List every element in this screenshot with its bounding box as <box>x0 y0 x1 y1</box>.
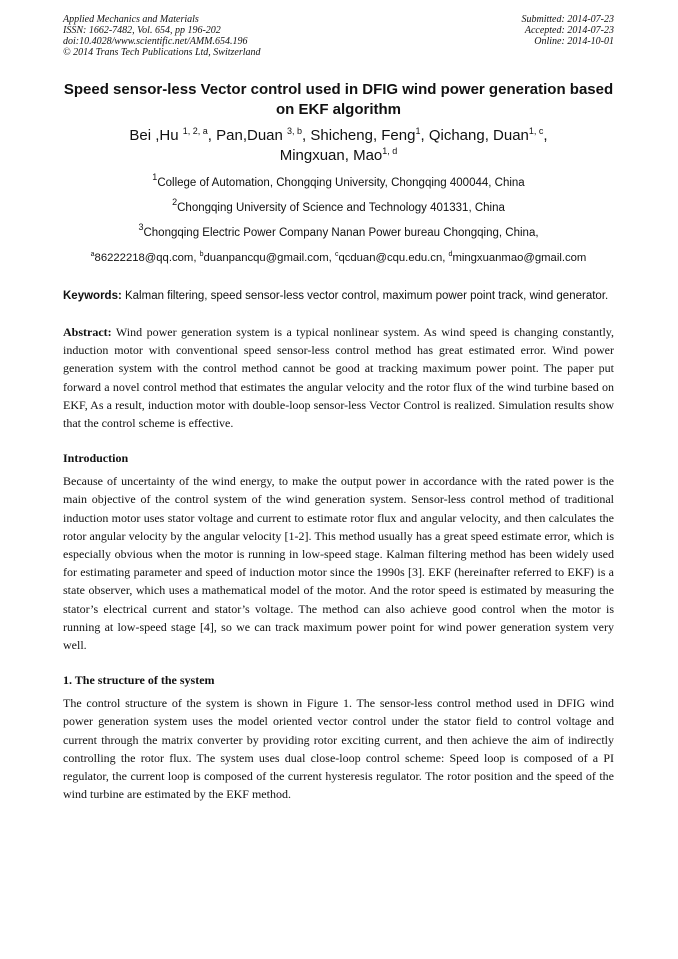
journal-info <box>63 14 261 58</box>
affiliation-superscript: 3 <box>138 222 144 232</box>
email-superscript: c <box>334 251 339 258</box>
author-superscript: 1 <box>415 126 421 136</box>
affiliation-1 <box>63 172 614 190</box>
email-superscript: a <box>90 251 95 258</box>
journal-header <box>63 14 614 58</box>
online-date: Online: 2014-10-01 <box>534 36 614 47</box>
publication-dates <box>522 14 615 58</box>
copyright-line: © 2014 Trans Tech Publications Ltd, Switzerland <box>63 47 261 58</box>
affiliation-3 <box>63 222 614 240</box>
author-separator: , <box>207 127 217 144</box>
author-superscript: 1, c <box>528 126 544 136</box>
affiliation-superscript: 2 <box>172 197 178 207</box>
submitted-date: Submitted: 2014-07-23 <box>521 14 614 25</box>
email-address: mingxuanmao@gmail.com <box>452 252 587 264</box>
email-address: duanpancqu@gmail.com, <box>203 252 335 264</box>
affiliation-text: College of Automation, Chongqing University, Chongqing 400044, China <box>157 177 525 189</box>
abstract-label: Abstract: <box>63 325 112 339</box>
section-heading-introduction: Introduction <box>63 451 129 466</box>
author-separator: , <box>420 127 429 144</box>
keywords <box>63 287 614 305</box>
author-separator: , <box>302 127 311 144</box>
doi-line: doi:10.4028/www.scientific.net/AMM.654.196 <box>63 36 248 47</box>
paper-title: Speed sensor-less Vector control used in DFIG wind power generation based on EKF algorithm <box>63 81 614 118</box>
affiliation-text: Chongqing University of Science and Technology 401331, China <box>177 202 505 214</box>
section-heading-structure: 1. The structure of the system <box>63 673 215 688</box>
abstract-text: Wind power generation system is a typical nonlinear system. As wind speed is changing constantly, induction motor with conventional speed sensor-less control method has great estimated error. Wind power generation system with the control method cannot be good at tracking maximum power point. The paper put forward a novel control method that estimates the angular velocity and the rotor flux of the wind turbine based on EKF, As a result, induction motor with double-loop sensor-less Vector Control is realized. Simulation results show that the control scheme is effective. <box>63 325 614 431</box>
author-name: Qichang, Duan <box>428 127 529 144</box>
section-body-introduction: Because of uncertainty of the wind energy, to make the output power in accordance with the rated power is the main objective of the control system of the wind generation system. Sensor-less control method of traditional induction motor uses stator voltage and current to estimate rotor flux and angular velocity, and then calculates the rotor angular velocity by the angular velocity [1-2]. This method usually has a great speed estimate error, which is especially obvious when the motor is running in low-speed stage. Kalman filtering method has been widely used for estimating parameter and speed of induction motor since the 1990s [3]. EKF (hereinafter referred to EKF) is a state observer, which uses a mathematical model of the motor. And the rotor speed is estimated by measuring the stator’s electrical current and stator’s voltage. The method can also achieve good control when the motor is running at low-speed stage [4], so we can track maximum power point for wind power generation system very well. <box>63 474 614 653</box>
issn-line: ISSN: 1662-7482, Vol. 654, pp 196-202 <box>63 25 221 36</box>
accepted-date: Accepted: 2014-07-23 <box>524 25 614 36</box>
author-name: Shicheng, Feng <box>310 127 416 144</box>
affiliation-2 <box>63 197 614 215</box>
email-superscript: b <box>199 251 204 258</box>
journal-name: Applied Mechanics and Materials <box>63 14 199 25</box>
section-body-structure: The control structure of the system is shown in Figure 1. The sensor-less control method used in DFIG wind power generation system uses the model oriented vector control under the stator field to control voltage and current through the matrix converter by providing rotor exciting current, and then achieve the aim of indirectly controlling the rotor flux. The system uses dual close-loop control scheme: Speed loop is composed of a PI regulator, the current loop is composed of the current hysteresis regulator. The rotor position and the speed of the wind turbine are estimated by the EKF method. <box>63 696 614 802</box>
author-name: Bei ,Hu <box>129 127 179 144</box>
email-superscript: d <box>448 251 453 258</box>
keywords-text: Kalman filtering, speed sensor-less vector control, maximum power point track, wind generator. <box>121 290 609 302</box>
author-superscript: 1, d <box>382 146 398 156</box>
keywords-label: Keywords: <box>63 290 122 302</box>
author-emails <box>63 251 614 265</box>
email-address: 86222218@qq.com, <box>94 252 200 264</box>
affiliation-text: Chongqing Electric Power Company Nanan Power bureau Chongqing, China, <box>143 227 539 239</box>
email-address: qcduan@cqu.edu.cn, <box>338 252 449 264</box>
author-superscript: 1, 2, a <box>182 126 208 136</box>
author-superscript: 3, b <box>287 126 303 136</box>
abstract <box>63 323 614 432</box>
author-name: Mingxuan, Mao <box>279 147 383 164</box>
author-name: Pan,Duan <box>216 127 283 144</box>
affiliation-superscript: 1 <box>152 172 158 182</box>
author-separator: , <box>543 127 548 144</box>
author-list <box>63 126 614 166</box>
paper-page <box>63 14 614 803</box>
